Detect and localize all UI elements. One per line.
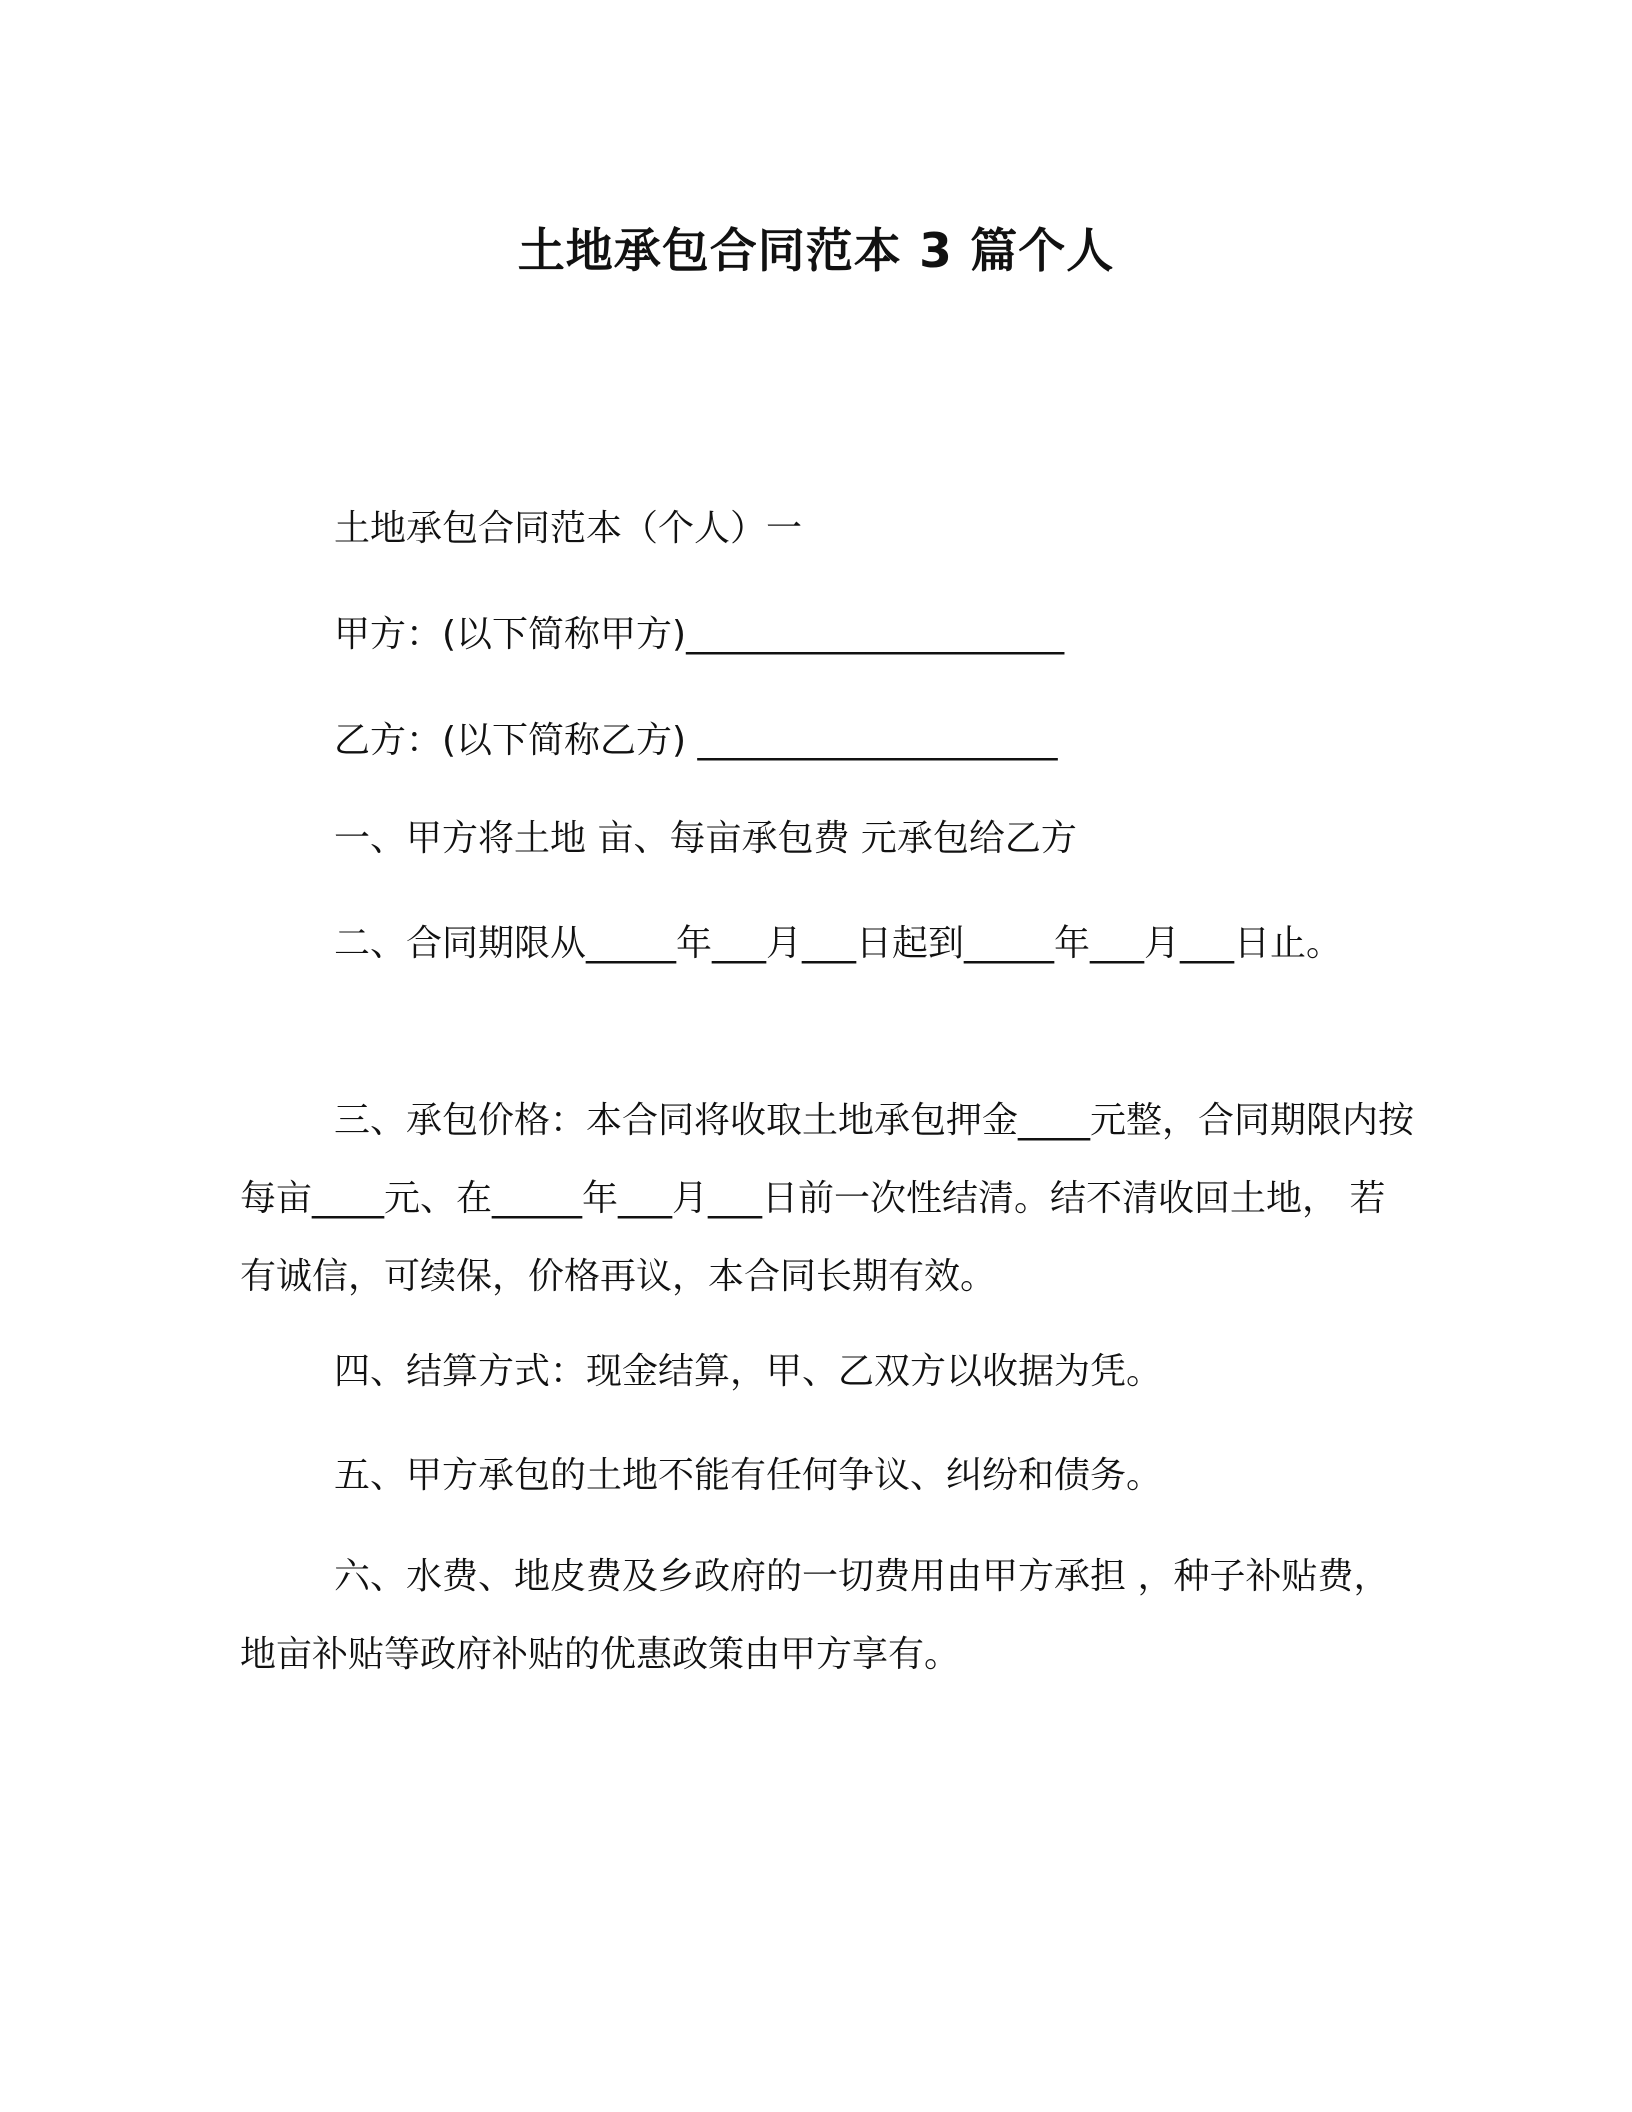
party-a-line: 甲方：(以下简称甲方)_____________________ (334, 614, 1065, 655)
body-line-7 (240, 1333, 1420, 1411)
clause-5: 五、甲方承包的土地不能有任何争议、纠纷和债务。 (334, 1455, 1163, 1496)
body-line-1 (240, 490, 1420, 568)
body-line-5 (240, 905, 1420, 983)
body-line-9 (240, 1538, 1420, 1694)
body-line-6 (240, 1082, 1420, 1316)
clause-3: 三、承包价格：本合同将收取土地承包押金____元整，合同期限内按每亩____元、在_____年___月___日前一次性结清。结不清收回土地， 若有诚信，可续保，价格再议，本合同长期有效。 (240, 1100, 1415, 1297)
clause-2: 二、合同期限从_____年___月___日起到_____年___月___日止。 (334, 923, 1343, 964)
body-line-3 (240, 702, 1420, 780)
clause-1: 一、甲方将土地 亩、每亩承包费 元承包给乙方 (334, 818, 1077, 859)
contract-subtitle: 土地承包合同范本（个人）一 (334, 508, 803, 549)
clause-4: 四、结算方式：现金结算，甲、乙双方以收据为凭。 (334, 1351, 1163, 1392)
body-line-2 (240, 596, 1420, 674)
document-title: 土地承包合同范本 3 篇个人 (517, 224, 1115, 279)
body-line-4 (240, 800, 1420, 878)
party-b-line: 乙方：(以下简称乙方) ____________________ (334, 720, 1058, 761)
body-line-8 (240, 1437, 1420, 1515)
clause-6: 六、水费、地皮费及乡政府的一切费用由甲方承担 ，种子补贴费，地亩补贴等政府补贴的优惠政策由甲方享有。 (240, 1556, 1390, 1675)
